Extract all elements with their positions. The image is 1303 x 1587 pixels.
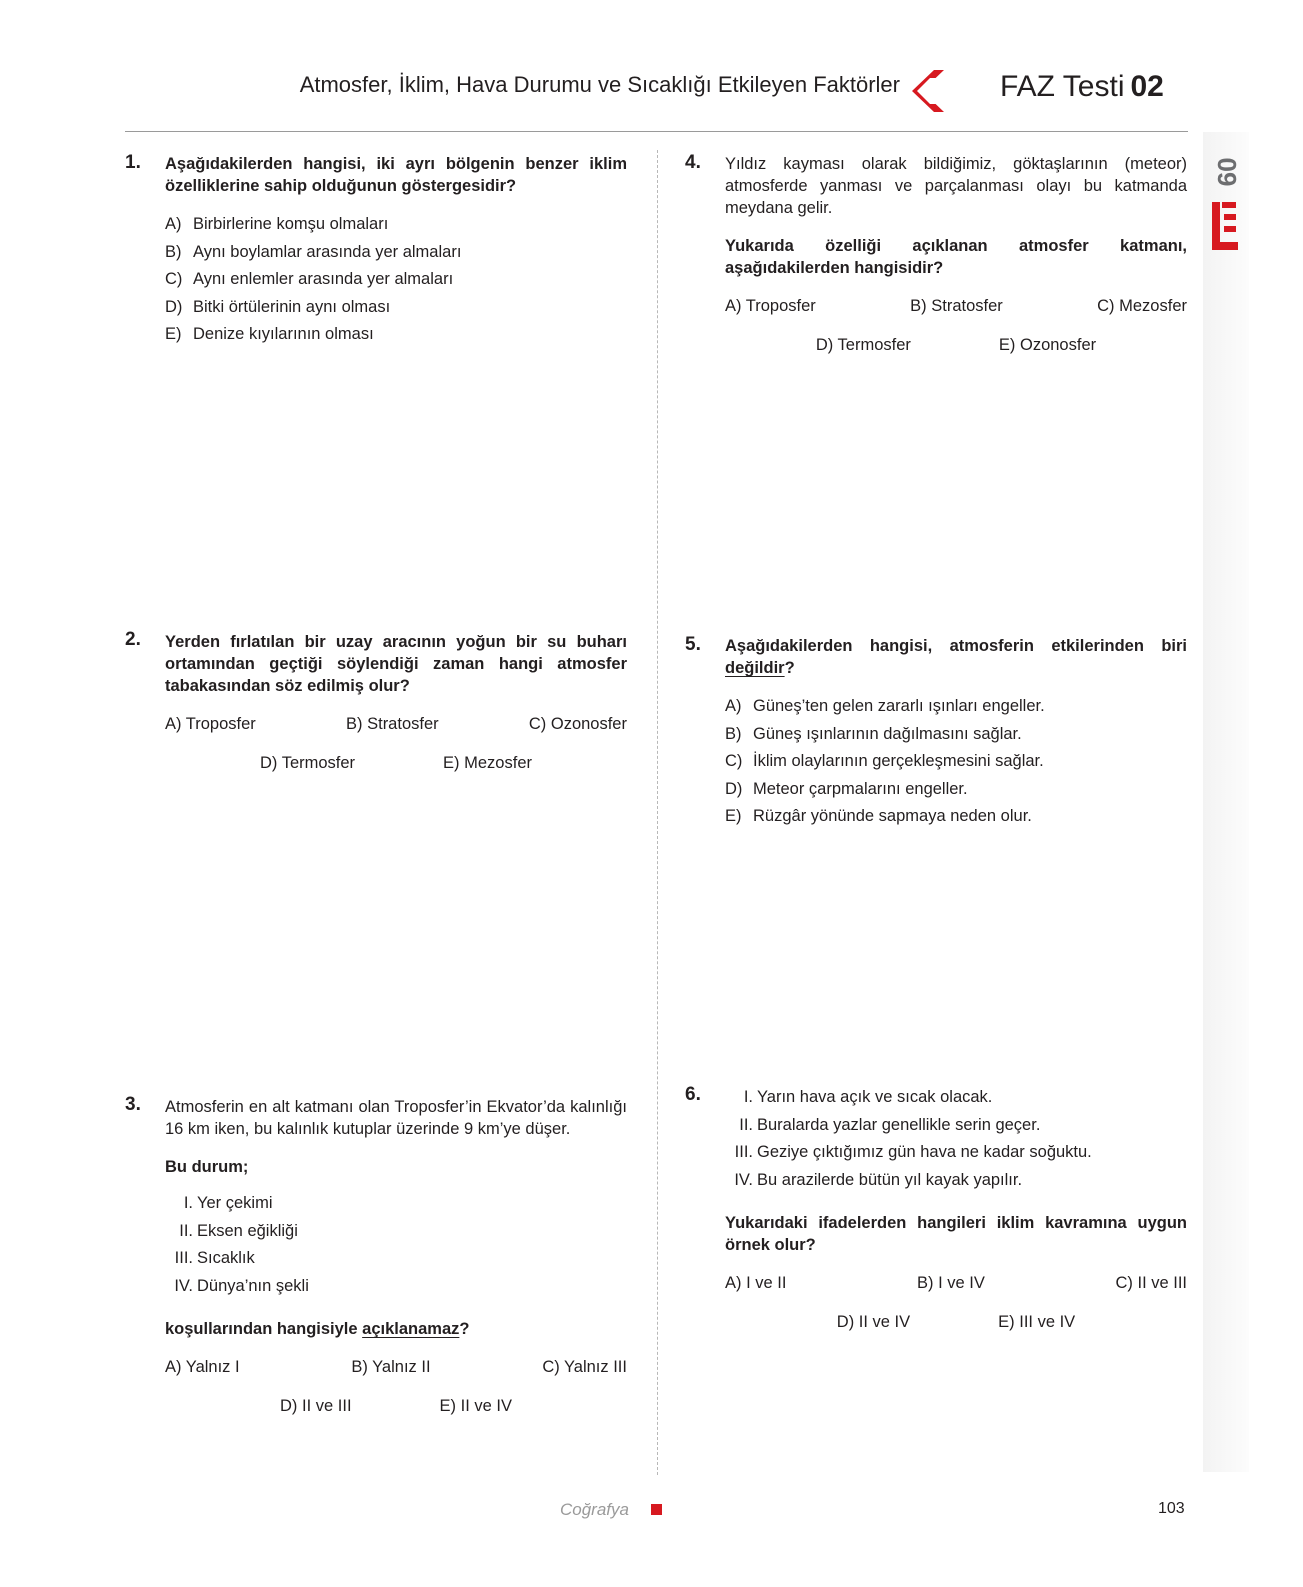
answer-option[interactable] [165,296,627,324]
answer-options-row-2 [725,1311,1187,1333]
answer-option[interactable]: E) III ve IV [998,1313,1076,1331]
statement-list [725,1086,1187,1196]
option-letter: B) [725,724,742,743]
side-band [1203,132,1249,1472]
answer-option[interactable]: C) Yalnız III [542,1358,627,1376]
answer-option[interactable]: D) Termosfer [815,336,911,354]
answer-option[interactable]: E) Ozonosfer [998,336,1097,354]
option-text: Bitki örtülerinin aynı olması [193,297,391,316]
prompt-underlined: açıklanamaz [362,1320,460,1338]
answer-option[interactable] [725,723,1187,751]
statement-item [725,1169,1187,1197]
question-number: 3. [125,1094,141,1115]
option-text: Denize kıyılarının olması [193,325,374,343]
statement-number: III. [174,1249,193,1267]
option-letter: E) [165,325,182,343]
answer-option[interactable] [725,778,1187,806]
chevron-left-icon [904,68,950,114]
statement-number: II. [739,1115,753,1134]
statement-item [165,1275,627,1303]
option-text: Birbirlerine komşu olmaları [193,215,389,233]
statement-number: III. [734,1143,753,1161]
answer-option[interactable]: B) I ve IV [917,1274,985,1292]
answer-option[interactable] [725,695,1187,723]
page-number: 103 [1158,1500,1185,1517]
answer-option[interactable]: D) II ve IV [836,1313,911,1331]
question-number: 2. [125,629,141,650]
option-text: Aynı boylamlar arasında yer almaları [193,242,462,261]
answer-option[interactable] [165,241,627,269]
option-text: Rüzgâr yönünde sapmaya neden olur. [753,807,1032,825]
question-stem [725,635,1187,679]
option-text: Güneş ışınlarının dağılmasını sağlar. [753,724,1022,743]
option-letter: C) [725,752,743,770]
answer-options-row-1 [725,1272,1187,1294]
statement-text: Buralarda yazlar genellikle serin geçer. [757,1115,1041,1134]
statement-text: Sıcaklık [197,1249,255,1267]
answer-option[interactable]: A) Troposfer [725,297,816,315]
test-heading [1000,70,1164,104]
prompt-end: ? [459,1320,470,1338]
answer-options-row-1 [165,713,627,735]
stem-text: Aşağıdakilerden hangisi, atmosferin etkilerinden biri [725,637,1187,655]
option-letter: A) [725,697,742,715]
question-stem: Aşağıdakilerden hangisi, iki ayrı bölgenin benzer iklim özelliklerine sahip olduğunun göstergesidir? [165,155,627,195]
answer-option[interactable]: B) Yalnız II [351,1358,431,1376]
statement-item [725,1086,1187,1114]
answer-option[interactable]: B) Stratosfer [910,297,1003,315]
answer-option[interactable]: C) Mezosfer [1097,297,1187,315]
option-text: Meteor çarpmalarını engeller. [753,779,968,798]
answer-option[interactable]: C) II ve III [1115,1274,1187,1292]
header-divider [125,131,1188,132]
stem-end: ? [784,659,795,677]
statement-text: Yer çekimi [197,1194,273,1212]
question-number: 1. [125,152,141,173]
answer-option[interactable]: B) Stratosfer [346,715,439,733]
answer-option[interactable] [165,268,627,296]
question-prompt: Yukarıda özelliği açıklanan atmosfer katmanı, aşağıdakilerden hangisidir? [725,237,1187,277]
question-stem: Atmosferin en alt katmanı olan Troposfer’in Ekvator’da kalınlığı 16 km iken, bu kalınlık kutuplar üzerinde 9 km’ye düşer. [165,1098,627,1138]
answer-option[interactable]: D) Termosfer [260,754,356,772]
stem-underlined: değildir [725,659,785,677]
statement-text: Bu arazilerde bütün yıl kayak yapılır. [757,1170,1023,1189]
option-letter: C) [165,270,183,288]
publisher-logo-icon [1212,202,1238,252]
statement-list [165,1192,627,1302]
answer-options-row-1 [165,1356,627,1378]
option-text: Güneş’ten gelen zararlı ışınları engeller. [753,697,1045,715]
answer-option[interactable]: A) Troposfer [165,715,256,733]
answer-options-row-2 [165,1395,627,1417]
statement-item [165,1247,627,1275]
question-lead: Bu durum; [165,1158,249,1176]
statement-text: Yarın hava açık ve sıcak olacak. [757,1088,993,1106]
option-letter: D) [725,779,743,798]
test-label: FAZ Testi [1000,70,1125,103]
statement-number: IV. [174,1276,193,1295]
chapter-title: Atmosfer, İklim, Hava Durumu ve Sıcaklığı Etkileyen Faktörler [299,72,900,97]
answer-option[interactable] [165,323,627,351]
question-1 [165,153,627,351]
answer-options-row-2 [725,334,1187,356]
option-letter: B) [165,242,182,261]
question-number: 6. [685,1084,701,1105]
question-stem: Yerden fırlatılan bir uzay aracının yoğun bir su buharı ortamından geçtiği söylendiği zaman hangi atmosfer tabakasından söz edilmiş olur? [165,633,627,695]
question-prompt: Yukarıdaki ifadelerden hangileri iklim kavramına uygun örnek olur? [725,1214,1187,1254]
question-number: 5. [685,634,701,655]
side-unit-number [1207,152,1247,192]
statement-text: Eksen eğikliği [197,1221,298,1240]
statement-item [725,1114,1187,1142]
statement-number: IV. [734,1170,753,1189]
question-4 [725,153,1187,356]
option-text: Aynı enlemler arasında yer almaları [193,270,454,288]
statement-text: Dünya’nın şekli [197,1276,309,1295]
statement-item [165,1220,627,1248]
question-5 [725,635,1187,833]
answer-options [165,213,627,351]
option-letter: E) [725,807,742,825]
answer-option[interactable]: A) Yalnız I [165,1358,240,1376]
answer-options-row-2 [165,752,627,774]
column-divider [657,150,658,1475]
option-letter: A) [165,215,182,233]
answer-option[interactable] [725,750,1187,778]
prompt-text: koşullarından hangisiyle [165,1320,363,1338]
answer-option[interactable]: E) Mezosfer [443,754,532,772]
answer-options-row-1 [725,295,1187,317]
answer-option[interactable]: D) II ve III [280,1397,352,1415]
answer-option[interactable] [165,213,627,241]
question-6 [725,1086,1187,1333]
statement-number: I. [743,1088,753,1106]
answer-option[interactable] [725,805,1187,833]
answer-option[interactable]: A) I ve II [725,1274,787,1292]
option-letter: D) [165,297,183,316]
footer-subject: Coğrafya [560,1500,629,1519]
side-unit-number-text: 09 [1212,157,1242,187]
answer-option[interactable]: C) Ozonosfer [528,715,627,733]
answer-options [725,695,1187,833]
question-stem: Yıldız kayması olarak bildiğimiz, göktaşlarının (meteor) atmosferde yanması ve parçalanması olayı bu katmanda meydana gelir. [725,155,1187,217]
answer-option[interactable]: E) II ve IV [439,1397,512,1415]
statement-item [725,1141,1187,1169]
footer-square-icon [651,1504,662,1515]
question-2 [165,631,627,774]
statement-text: Geziye çıktığımız gün hava ne kadar soğuktu. [757,1143,1092,1161]
statement-item [165,1192,627,1220]
question-prompt [165,1318,627,1340]
statement-number: I. [183,1194,193,1212]
test-number: 02 [1130,70,1164,103]
question-3 [165,1096,627,1417]
option-text: İklim olaylarının gerçekleşmesini sağlar. [753,752,1044,770]
statement-number: II. [179,1221,193,1240]
question-number: 4. [685,152,701,173]
